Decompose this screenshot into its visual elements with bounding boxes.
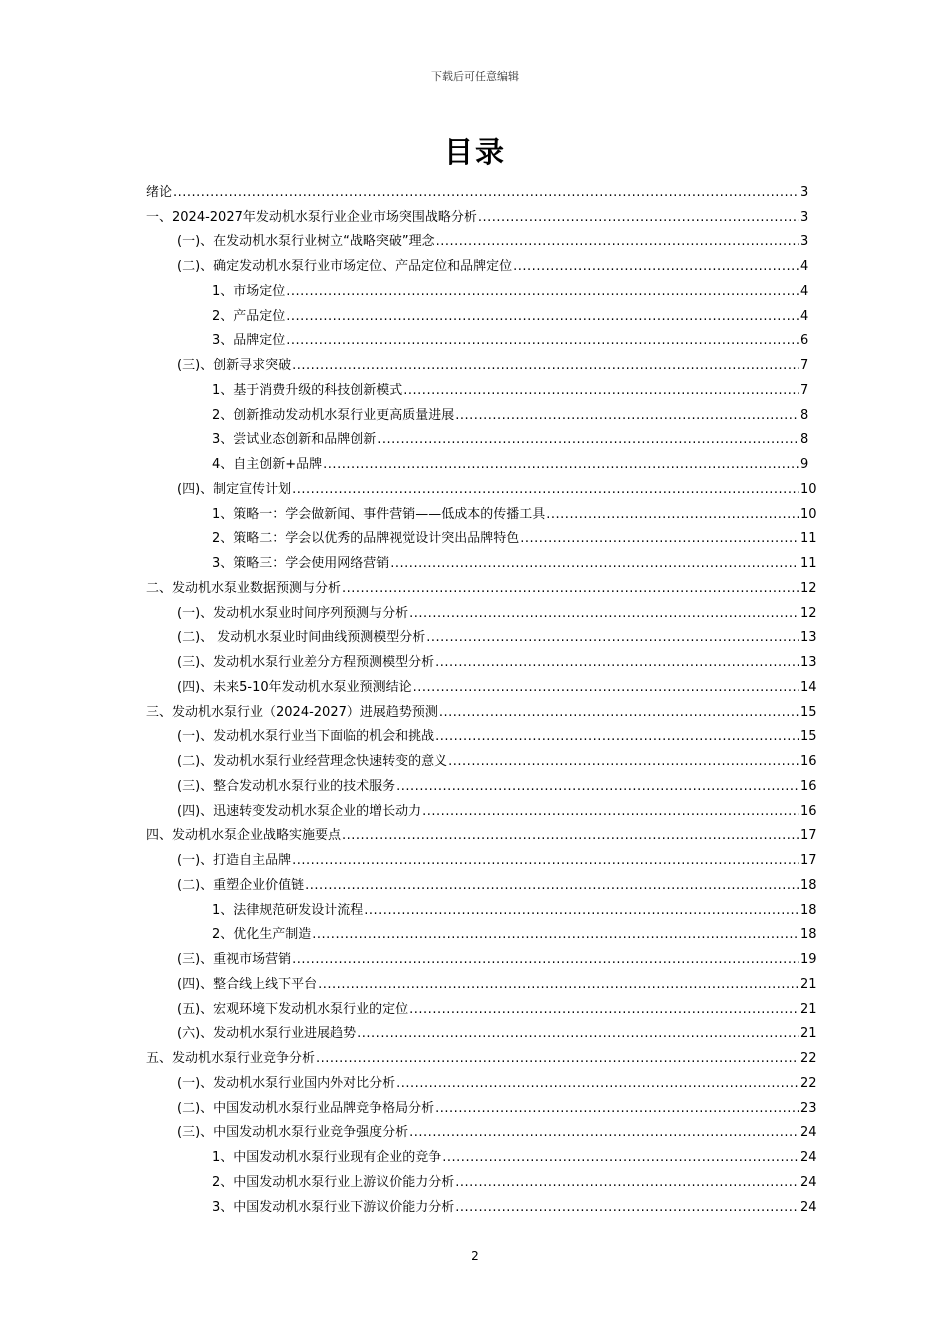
- toc-entry-page: 16: [800, 754, 817, 769]
- toc-dot-leader: [448, 753, 799, 770]
- toc-entry-title: 3、中国发动机水泵行业下游议价能力分析: [212, 1199, 455, 1215]
- toc-entry[interactable]: [146, 226, 808, 251]
- toc-dot-leader: [286, 332, 799, 349]
- toc-entry[interactable]: [146, 1067, 817, 1092]
- toc-dot-leader: [478, 209, 799, 226]
- toc-entry-page: 18: [800, 877, 817, 893]
- toc-entry-page: 9: [800, 457, 809, 472]
- toc-entry-title: (一)、发动机水泵行业当下面临的机会和挑战: [177, 729, 435, 745]
- toc-entry[interactable]: [146, 646, 817, 671]
- toc-entry[interactable]: [146, 745, 817, 770]
- toc-entry-title: 3、品牌定位: [212, 333, 286, 349]
- toc-entry-title: 绪论: [146, 184, 173, 200]
- toc-entry[interactable]: [146, 572, 817, 597]
- toc-entry-page: 10: [800, 481, 817, 497]
- toc-dot-leader: [292, 357, 799, 374]
- toc-entry[interactable]: [146, 1092, 817, 1117]
- toc-dot-leader: [409, 1124, 799, 1141]
- toc-entry-page: 6: [800, 333, 809, 349]
- page-header: 下载后可任意编辑: [431, 70, 519, 83]
- toc-entry-page: 10: [800, 506, 817, 522]
- toc-entry-title: (一)、发动机水泵业时间序列预测与分析: [177, 605, 409, 621]
- toc-entry-title: (一)、打造自主品牌: [177, 853, 292, 868]
- toc-dot-leader: [436, 233, 799, 250]
- toc-dot-leader: [364, 902, 799, 919]
- toc-entry-title: 3、尝试业态创新和品牌创新: [212, 432, 377, 448]
- toc-entry-page: 3: [800, 234, 809, 250]
- toc-dot-leader: [435, 1100, 799, 1117]
- toc-dot-leader: [318, 976, 799, 993]
- toc-entry-page: 21: [800, 1001, 817, 1017]
- toc-entry-page: 22: [800, 1075, 817, 1091]
- toc-entry[interactable]: [146, 399, 808, 424]
- toc-dot-leader: [292, 481, 799, 498]
- toc-dot-leader: [173, 184, 799, 201]
- toc-entry[interactable]: [146, 1141, 817, 1166]
- toc-dot-leader: [396, 1075, 799, 1092]
- toc-dot-leader: [342, 580, 799, 597]
- toc-entry-title: (二)、重塑企业价值链: [177, 877, 305, 893]
- toc-entry-title: 1、策略一：学会做新闻、事件营销——低成本的传播工具: [212, 506, 546, 522]
- toc-entry[interactable]: [146, 1117, 817, 1142]
- toc-entry-page: 18: [800, 902, 817, 918]
- toc-dot-leader: [316, 1050, 799, 1067]
- toc-dot-leader: [390, 555, 799, 572]
- toc-dot-leader: [435, 654, 799, 671]
- toc-entry[interactable]: [146, 424, 808, 449]
- toc-dot-leader: [435, 728, 799, 745]
- toc-entry-page: 15: [800, 729, 817, 745]
- toc-entry-page: 13: [800, 655, 817, 670]
- toc-dot-leader: [342, 827, 799, 844]
- toc-entry[interactable]: [146, 696, 817, 721]
- toc-entry[interactable]: [146, 820, 817, 845]
- toc-entry-title: (三)、发动机水泵行业差分方程预测模型分析: [177, 655, 435, 670]
- toc-entry-title: (四)、制定宣传计划: [177, 481, 292, 497]
- toc-entry[interactable]: [146, 671, 817, 696]
- toc-dot-leader: [413, 679, 799, 696]
- toc-entry-title: 1、市场定位: [212, 283, 286, 299]
- toc-entry-page: 4: [800, 283, 809, 299]
- toc-entry-title: 二、发动机水泵业数据预测与分析: [146, 580, 342, 596]
- toc-entry-title: (三)、中国发动机水泵行业竞争强度分析: [177, 1125, 409, 1141]
- toc-entry-page: 24: [800, 1199, 817, 1215]
- toc-entry-page: 16: [800, 778, 817, 794]
- toc-entry[interactable]: [146, 374, 808, 399]
- toc-entry-title: (二)、 发动机水泵业时间曲线预测模型分析: [177, 630, 426, 646]
- page-title: 目录: [443, 135, 506, 169]
- toc-entry-title: 2、优化生产制造: [212, 927, 312, 943]
- toc-entry[interactable]: [146, 795, 817, 820]
- toc-entry-title: 四、发动机水泵企业战略实施要点: [146, 828, 342, 844]
- toc-entry-page: 12: [800, 605, 817, 621]
- toc-entry-page: 3: [800, 209, 809, 225]
- toc-entry-page: 24: [800, 1150, 817, 1165]
- toc-entry-title: (二)、发动机水泵行业经营理念快速转变的意义: [177, 754, 448, 769]
- toc-entry-page: 4: [800, 308, 809, 324]
- toc-dot-leader: [546, 506, 799, 523]
- toc-dot-leader: [426, 629, 799, 646]
- toc-entry[interactable]: [146, 201, 808, 226]
- toc-entry-title: (四)、未来5-10年发动机水泵业预测结论: [177, 679, 412, 695]
- toc-entry-title: (四)、整合线上线下平台: [177, 976, 318, 992]
- toc-entry[interactable]: [146, 721, 817, 746]
- toc-entry-title: (四)、迅速转变发动机水泵企业的增长动力: [177, 803, 422, 819]
- toc-entry[interactable]: [146, 448, 808, 473]
- toc-entry-title: 2、创新推动发动机水泵行业更高质量进展: [212, 407, 455, 423]
- toc-entry[interactable]: [146, 498, 817, 523]
- toc-entry[interactable]: [146, 300, 808, 325]
- toc-entry-title: 2、产品定位: [212, 308, 286, 324]
- toc-entry[interactable]: [146, 1166, 817, 1191]
- toc-entry-title: 三、发动机水泵行业（2024-2027）进展趋势预测: [146, 704, 438, 720]
- toc-dot-leader: [323, 456, 799, 473]
- toc-entry-title: (二)、确定发动机水泵行业市场定位、产品定位和品牌定位: [177, 259, 513, 274]
- toc-entry-page: 13: [800, 630, 817, 646]
- toc-dot-leader: [513, 258, 799, 275]
- toc-entry[interactable]: [146, 770, 817, 795]
- toc-entry[interactable]: [146, 325, 808, 350]
- toc-dot-leader: [442, 1149, 799, 1166]
- toc-entry-page: 11: [800, 556, 817, 571]
- toc-entry-page: 22: [800, 1051, 817, 1066]
- toc-dot-leader: [409, 605, 799, 622]
- toc-entry-title: (一)、发动机水泵行业国内外对比分析: [177, 1075, 396, 1091]
- page-number: 2: [471, 1249, 479, 1263]
- toc-entry-page: 17: [800, 828, 817, 844]
- toc-entry[interactable]: [146, 622, 817, 647]
- toc-dot-leader: [357, 1025, 799, 1042]
- toc-dot-leader: [409, 1001, 799, 1018]
- toc-entry[interactable]: [146, 523, 817, 548]
- toc-entry-page: 16: [800, 803, 817, 819]
- toc-entry-page: 8: [800, 432, 809, 448]
- toc-entry-page: 7: [800, 358, 809, 373]
- toc-entry[interactable]: [146, 943, 817, 968]
- toc-entry-title: 1、法律规范研发设计流程: [212, 902, 364, 918]
- toc-entry-title: (五)、宏观环境下发动机水泵行业的定位: [177, 1001, 409, 1017]
- toc-entry-page: 19: [800, 952, 817, 967]
- toc-entry-page: 11: [800, 531, 817, 547]
- toc-entry[interactable]: [146, 844, 817, 869]
- toc-entry-page: 4: [800, 259, 809, 274]
- toc-dot-leader: [312, 926, 799, 943]
- toc-entry[interactable]: [146, 919, 817, 944]
- toc-entry-title: 2、中国发动机水泵行业上游议价能力分析: [212, 1174, 455, 1190]
- toc-entry-title: 1、中国发动机水泵行业现有企业的竞争: [212, 1150, 442, 1165]
- toc-entry[interactable]: [146, 597, 817, 622]
- toc-entry-title: (三)、整合发动机水泵行业的技术服务: [177, 778, 396, 794]
- toc-dot-leader: [403, 382, 799, 399]
- toc-entry-page: 7: [800, 382, 809, 398]
- toc-entry-page: 17: [800, 853, 817, 868]
- toc-dot-leader: [286, 308, 799, 325]
- toc-entry[interactable]: [146, 250, 808, 275]
- toc-entry-page: 3: [800, 184, 809, 200]
- toc-dot-leader: [377, 431, 799, 448]
- toc-entry-title: (六)、发动机水泵行业进展趋势: [177, 1026, 357, 1042]
- toc-entry-page: 15: [800, 704, 817, 720]
- toc-entry[interactable]: [146, 176, 808, 201]
- toc-entry[interactable]: [146, 1018, 817, 1043]
- toc-entry-page: 12: [800, 580, 817, 596]
- toc-entry[interactable]: [146, 1191, 817, 1216]
- toc-dot-leader: [292, 852, 799, 869]
- toc-entry-title: (三)、重视市场营销: [177, 952, 292, 967]
- toc-entry-page: 23: [800, 1100, 817, 1116]
- toc-entry[interactable]: [146, 968, 817, 993]
- toc-entry-title: (二)、中国发动机水泵行业品牌竞争格局分析: [177, 1100, 435, 1116]
- toc-dot-leader: [305, 877, 799, 894]
- toc-entry-title: (一)、在发动机水泵行业树立“战略突破”理念: [177, 234, 435, 250]
- toc-entry-title: 3、策略三：学会使用网络营销: [212, 556, 390, 571]
- toc-entry-title: 一、2024-2027年发动机水泵行业企业市场突围战略分析: [146, 209, 477, 225]
- toc-entry-title: 2、策略二：学会以优秀的品牌视觉设计突出品牌特色: [212, 531, 520, 547]
- table-of-contents: [146, 176, 817, 1216]
- toc-entry-title: 4、自主创新+品牌: [212, 457, 323, 472]
- toc-dot-leader: [396, 778, 799, 795]
- toc-dot-leader: [455, 1174, 799, 1191]
- toc-dot-leader: [520, 530, 799, 547]
- toc-entry-page: 18: [800, 927, 817, 943]
- toc-dot-leader: [292, 951, 799, 968]
- toc-entry-title: 1、基于消费升级的科技创新模式: [212, 382, 403, 398]
- toc-entry[interactable]: [146, 547, 817, 572]
- toc-entry[interactable]: [146, 869, 817, 894]
- toc-entry[interactable]: [146, 993, 817, 1018]
- toc-entry-page: 21: [800, 976, 817, 992]
- toc-entry-page: 24: [800, 1125, 817, 1141]
- toc-entry-page: 14: [800, 679, 817, 695]
- toc-entry-page: 24: [800, 1174, 817, 1190]
- toc-entry[interactable]: [146, 275, 808, 300]
- toc-dot-leader: [455, 1199, 799, 1216]
- toc-dot-leader: [455, 407, 799, 424]
- toc-dot-leader: [286, 283, 799, 300]
- toc-entry[interactable]: [146, 349, 808, 374]
- toc-entry[interactable]: [146, 1042, 817, 1067]
- toc-entry-page: 8: [800, 407, 809, 423]
- toc-entry-title: (三)、创新寻求突破: [177, 358, 292, 373]
- toc-dot-leader: [439, 704, 799, 721]
- toc-entry[interactable]: [146, 894, 817, 919]
- toc-dot-leader: [422, 803, 799, 820]
- toc-entry[interactable]: [146, 473, 817, 498]
- toc-entry-title: 五、发动机水泵行业竞争分析: [146, 1051, 316, 1066]
- toc-entry-page: 21: [800, 1026, 817, 1042]
